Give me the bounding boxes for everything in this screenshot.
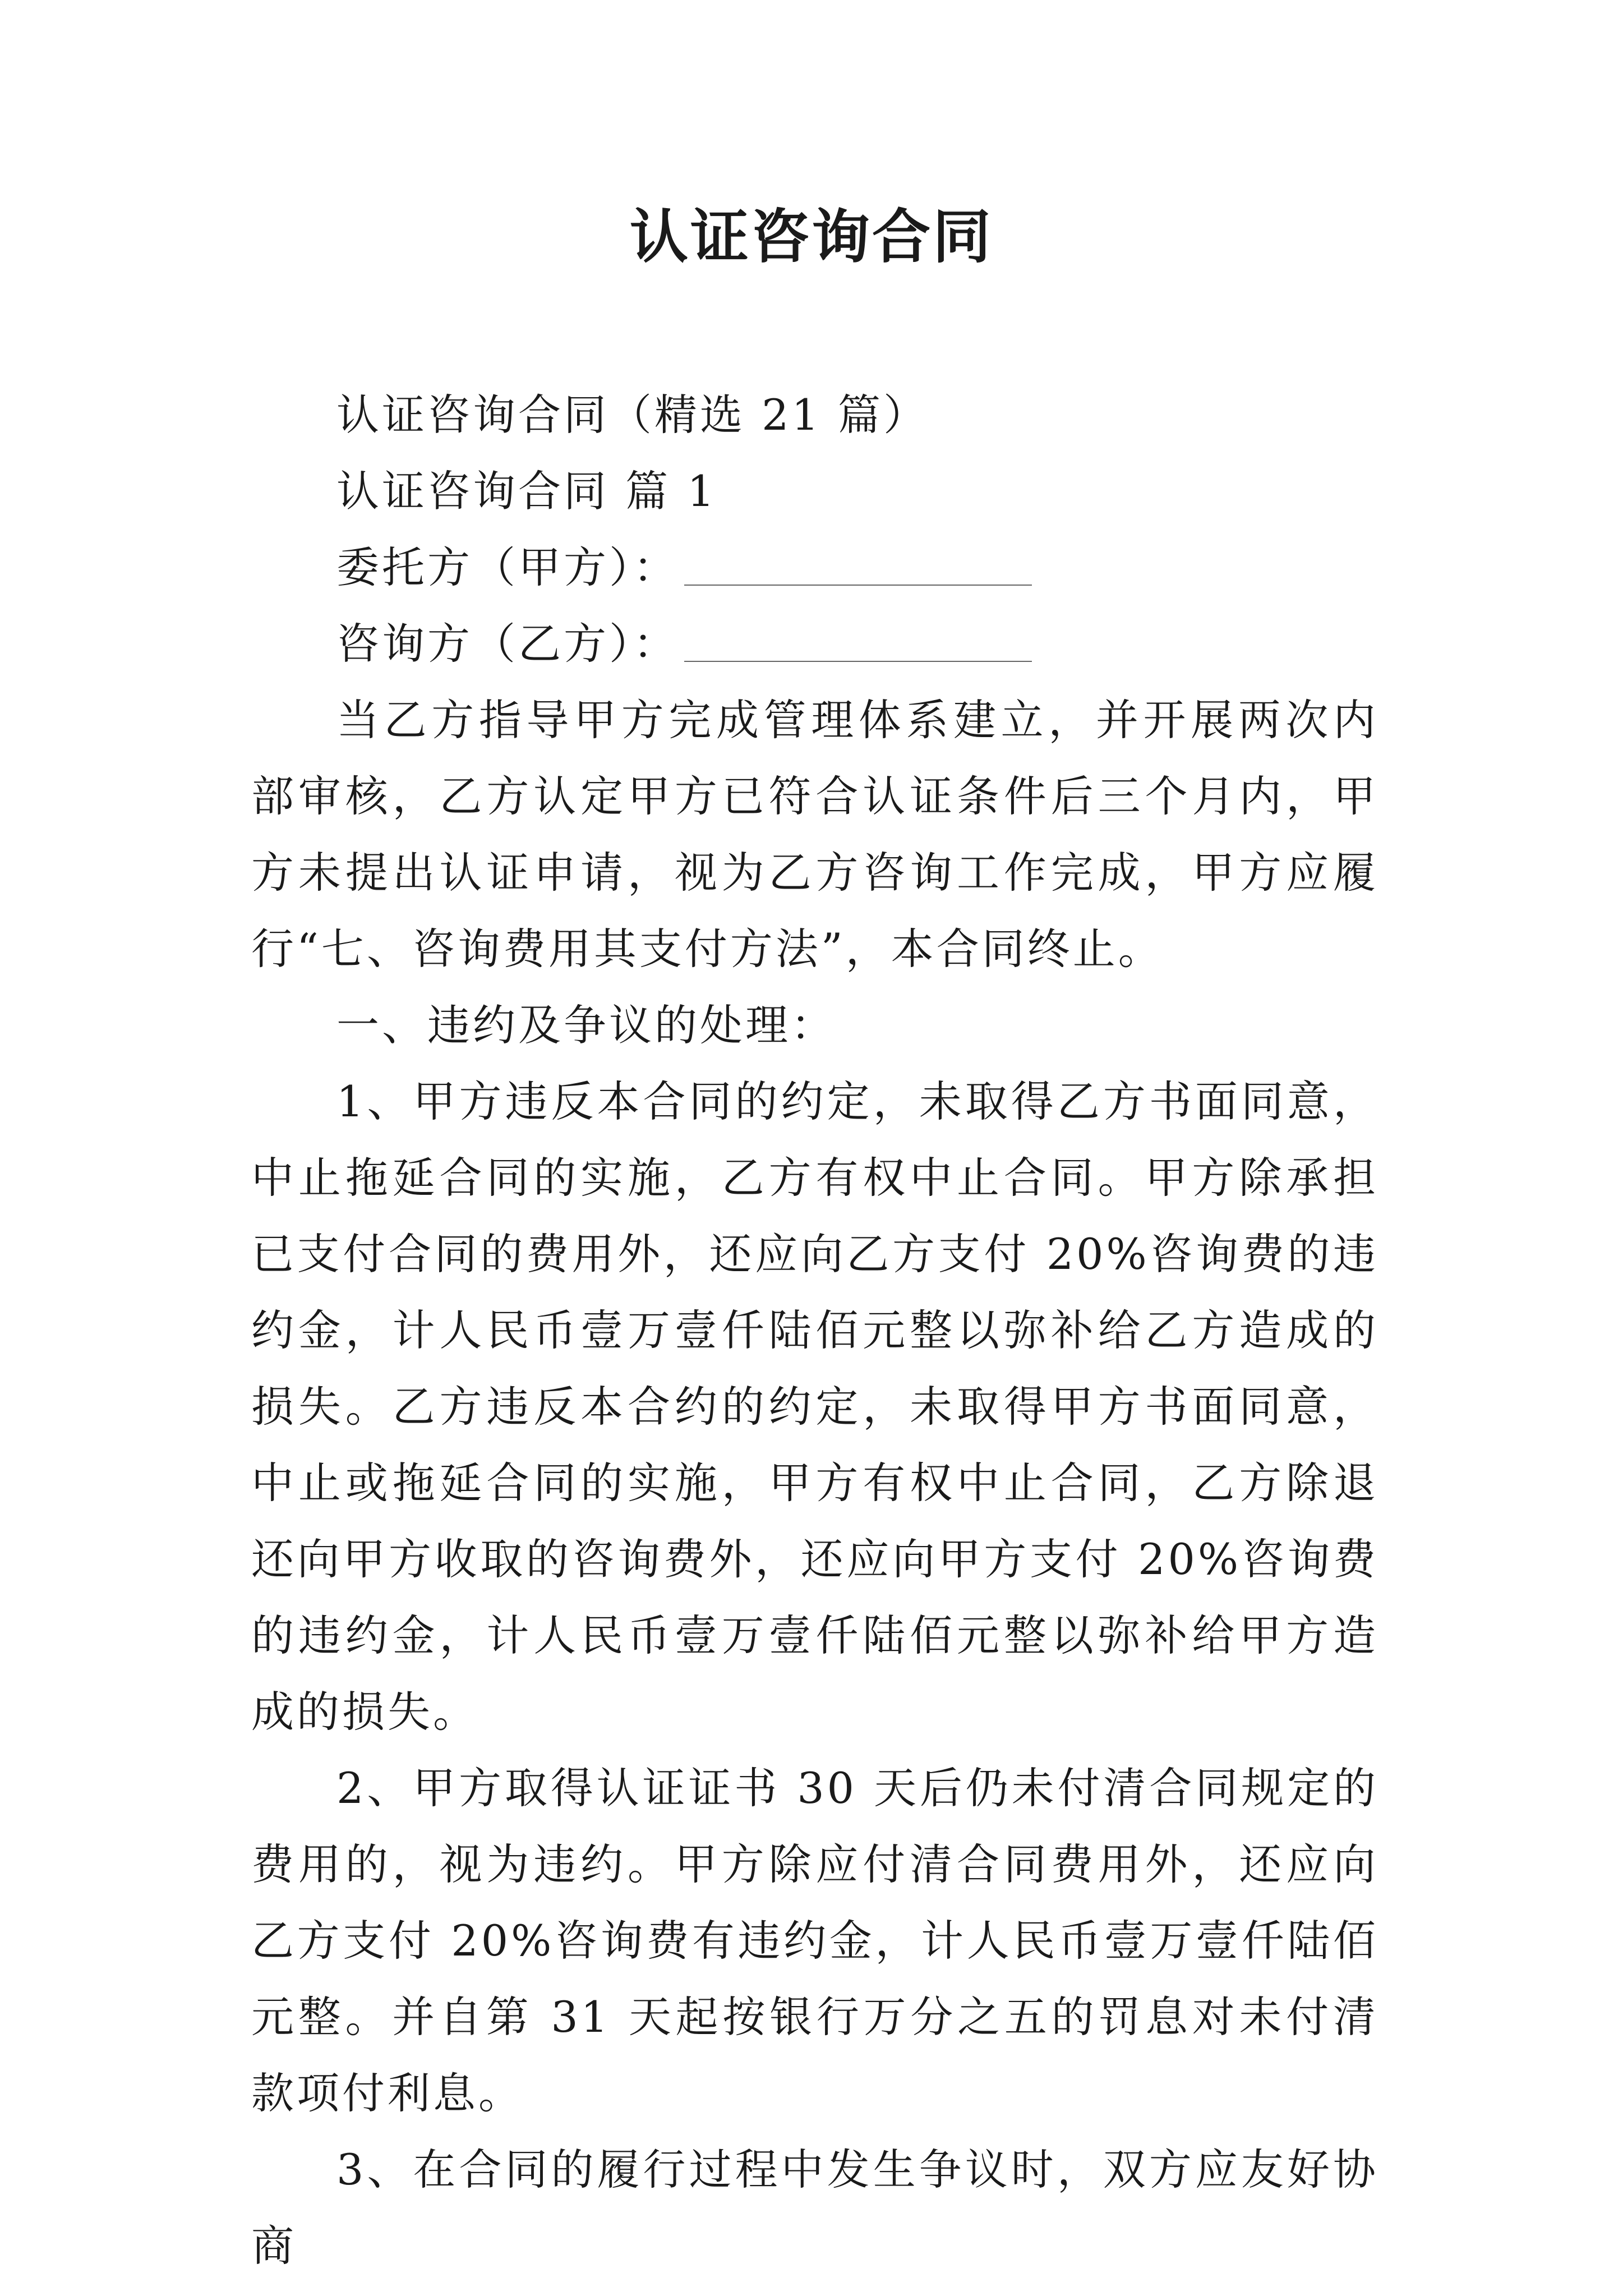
breach-heading: 一、违约及争议的处理：: [336, 1000, 836, 1050]
party-b-line: [251, 606, 1378, 682]
intro-paragraph: 当乙方指导甲方完成管理体系建立，并开展两次内部审核，乙方认定甲方已符合认证条件后三个月内，甲方未提出认证申请，视为乙方咨询工作完成，甲方应履行“七、咨询费用其支付方法”，本合同终止。: [251, 695, 1378, 974]
party-a-label: 委托方（甲方）：: [336, 542, 679, 592]
party-b-blank: [684, 627, 1032, 662]
section-heading: 认证咨询合同 篇 1: [336, 466, 717, 516]
document-title: 认证咨询合同: [629, 202, 993, 271]
document-subtitle: 认证咨询合同（精选 21 篇）: [336, 390, 929, 440]
clause-3-paragraph: 3、在合同的履行过程中发生争议时，双方应友好协商: [251, 2145, 1378, 2271]
document-body: [251, 377, 1378, 2284]
party-b-label: 咨询方（乙方）：: [336, 619, 679, 669]
party-a-line: [251, 530, 1378, 606]
clause-2-paragraph: 2、甲方取得认证证书 30 天后仍未付清合同规定的费用的，视为违约。甲方除应付清合同费用外，还应向乙方支付 20%咨询费有违约金，计人民币壹万壹仟陆佰元整。并自第 31 天起按银行万分之五的罚息对未付清款项付利息。: [251, 1763, 1378, 2118]
clause-1-paragraph: 1、甲方违反本合同的约定，未取得乙方书面同意，中止拖延合同的实施，乙方有权中止合同。甲方除承担已支付合同的费用外，还应向乙方支付 20%咨询费的违约金，计人民币壹万壹仟陆佰元整以弥补给乙方造成的损失。乙方违反本合约的约定，未取得甲方书面同意，中止或拖延合同的实施，甲方有权中止合同，乙方除退还向甲方收取的咨询费外，还应向甲方支付 20%咨询费的违约金，计人民币壹万壹仟陆佰元整以弥补给甲方造成的损失。: [251, 1076, 1378, 1737]
party-a-blank: [684, 551, 1032, 586]
